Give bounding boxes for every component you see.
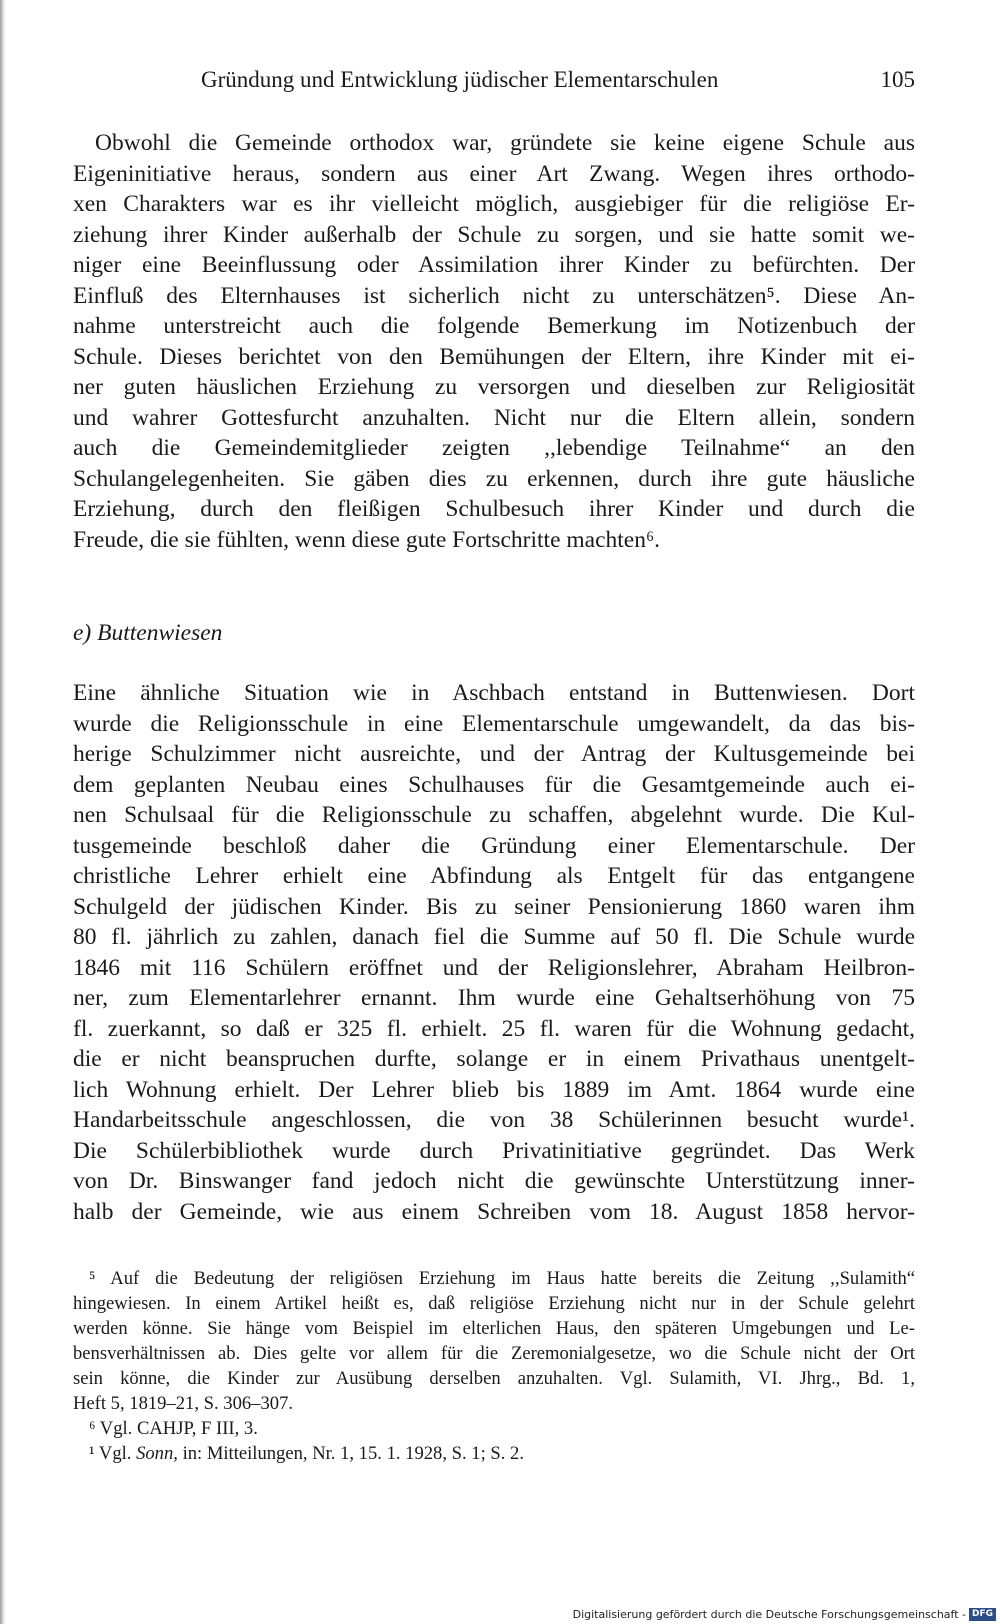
text-line: auch die Gemeindemitglieder zeigten ,,lebendige Teilnahme“ an den (73, 435, 915, 461)
text-line: herige Schulzimmer nicht ausreichte, und der Antrag der Kultusgemeinde bei (73, 741, 915, 767)
footnote-1-author: Sonn (136, 1443, 174, 1464)
text-line: christliche Lehrer erhielt eine Abfindung als Entgelt für das entgangene (73, 863, 915, 889)
text-line: Freude, die sie fühlten, wenn diese gute Fortschritte machten⁶. (73, 526, 661, 553)
text-line: ner, zum Elementarlehrer ernannt. Ihm wurde eine Gehaltserhöhung von 75 (73, 985, 915, 1011)
text-line: nen Schulsaal für die Religionsschule zu schaffen, abgelehnt wurde. Die Kul- (73, 802, 915, 828)
footnote-1 (73, 1441, 915, 1466)
footnote-5-line: hingewiesen. In einem Artikel heißt es, daß religiöse Erziehung nicht nur in der Schule gelehrt (73, 1293, 915, 1314)
text-line: dem geplanten Neubau eines Schulhauses für die Gesamtgemeinde auch ei- (73, 771, 915, 798)
paragraph-1 (73, 128, 915, 555)
text-line: Schulangelegenheiten. Sie gäben dies zu erkennen, durch ihre gute häusliche (73, 465, 915, 492)
text-line: nahme unterstreicht auch die folgende Bemerkung im Notizenbuch der (73, 313, 915, 339)
page-number: 105 (880, 67, 915, 92)
footnote-1-rest: , in: Mitteilungen, Nr. 1, 15. 1. 1928, S. 1; S. 2. (173, 1443, 524, 1464)
text-line: Handarbeitsschule angeschlossen, die von 38 Schülerinnen besucht wurde¹. (73, 1107, 915, 1133)
text-line: Obwohl die Gemeinde orthodox war, gründete sie keine eigene Schule aus (95, 130, 915, 156)
footnote-5-line: Heft 5, 1819–21, S. 306–307. (73, 1393, 294, 1414)
section-heading: e) Buttenwiesen (73, 620, 223, 646)
digitization-credit (573, 1608, 996, 1621)
text-line: und wahrer Gottesfurcht anzuhalten. Nicht nur die Eltern allein, sondern (73, 404, 915, 431)
text-line: xen Charakters war es ihr vielleicht möglich, ausgiebiger für die religiöse Er- (73, 191, 915, 217)
footnote-6: ⁶ Vgl. CAHJP, F III, 3. (89, 1418, 258, 1439)
text-line: Schule. Dieses berichtet von den Bemühungen der Eltern, ihre Kinder mit ei- (73, 343, 915, 370)
text-line: tusgemeinde beschloß daher die Gründung einer Elementarschule. Der (73, 832, 915, 859)
footnote-5-line: sein könne, die Kinder zur Ausübung derselben anzuhalten. Vgl. Sulamith, VI. Jhrg., Bd. 1, (73, 1368, 915, 1389)
text-line: Einfluß des Elternhauses ist sicherlich nicht zu unterschätzen⁵. Diese An- (73, 282, 915, 309)
paragraph-2 (73, 678, 915, 1227)
text-line: Eigeninitiative heraus, sondern aus einer Art Zwang. Wegen ihres orthodo- (73, 160, 915, 187)
dfg-logo: DFG (969, 1608, 996, 1621)
footnotes (73, 1266, 915, 1466)
text-line: Die Schülerbibliothek wurde durch Privatinitiative gegründet. Das Werk (73, 1137, 915, 1164)
text-line: Schulgeld der jüdischen Kinder. Bis zu seiner Pensionierung 1860 waren ihm (73, 893, 915, 920)
text-line: 80 fl. jährlich zu zahlen, danach fiel die Summe auf 50 fl. Die Schule wurde (73, 924, 915, 950)
text-line: ner guten häuslichen Erziehung zu versorgen und dieselben zur Religiosität (73, 374, 915, 400)
page-edge-shadow (0, 0, 6, 1624)
footnote-5-line: ⁵ Auf die Bedeutung der religiösen Erziehung im Haus hatte bereits die Zeitung ,,Sulamith“ (89, 1268, 915, 1289)
text-line: halb der Gemeinde, wie aus einem Schreiben vom 18. August 1858 hervor- (73, 1198, 915, 1225)
text-line: ziehung ihrer Kinder außerhalb der Schule zu sorgen, und sie hatte somit we- (73, 221, 915, 248)
text-line: wurde die Religionsschule in eine Elementarschule umgewandelt, da das bis- (73, 710, 915, 737)
text-line: niger eine Beeinflussung oder Assimilation ihrer Kinder zu befürchten. Der (73, 252, 915, 278)
footnote-5-line: bensverhältnissen ab. Dies gelte vor allem für die Zeremonialgesetze, wo die Schule nicht der Ort (73, 1343, 915, 1364)
text-line: lich Wohnung erhielt. Der Lehrer blieb bis 1889 im Amt. 1864 wurde eine (73, 1076, 915, 1103)
credit-text: Digitalisierung gefördert durch die Deutsche Forschungsgemeinschaft - (572, 1608, 966, 1621)
text-line: Erziehung, durch den fleißigen Schulbesuch ihrer Kinder und durch die (73, 496, 915, 522)
running-head (73, 64, 915, 96)
text-line: Eine ähnliche Situation wie in Aschbach entstand in Buttenwiesen. Dort (73, 680, 915, 706)
text-line: 1846 mit 116 Schülern eröffnet und der Religionslehrer, Abraham Heilbron- (73, 954, 915, 981)
footnote-5-line: werden könne. Sie hänge vom Beispiel im elterlichen Haus, den späteren Umgebungen und Le- (73, 1318, 915, 1339)
running-title: Gründung und Entwicklung jüdischer Elementarschulen (201, 67, 719, 92)
text-line: von Dr. Binswanger fand jedoch nicht die gewünschte Unterstützung inner- (73, 1168, 915, 1194)
book-page (73, 0, 915, 1624)
text-line: die er nicht beanspruchen durfte, solange er in einem Privathaus unentgelt- (73, 1046, 915, 1072)
text-line: fl. zuerkannt, so daß er 325 fl. erhielt. 25 fl. waren für die Wohnung gedacht, (73, 1015, 915, 1042)
footnote-1-prefix: ¹ Vgl. (89, 1443, 137, 1464)
